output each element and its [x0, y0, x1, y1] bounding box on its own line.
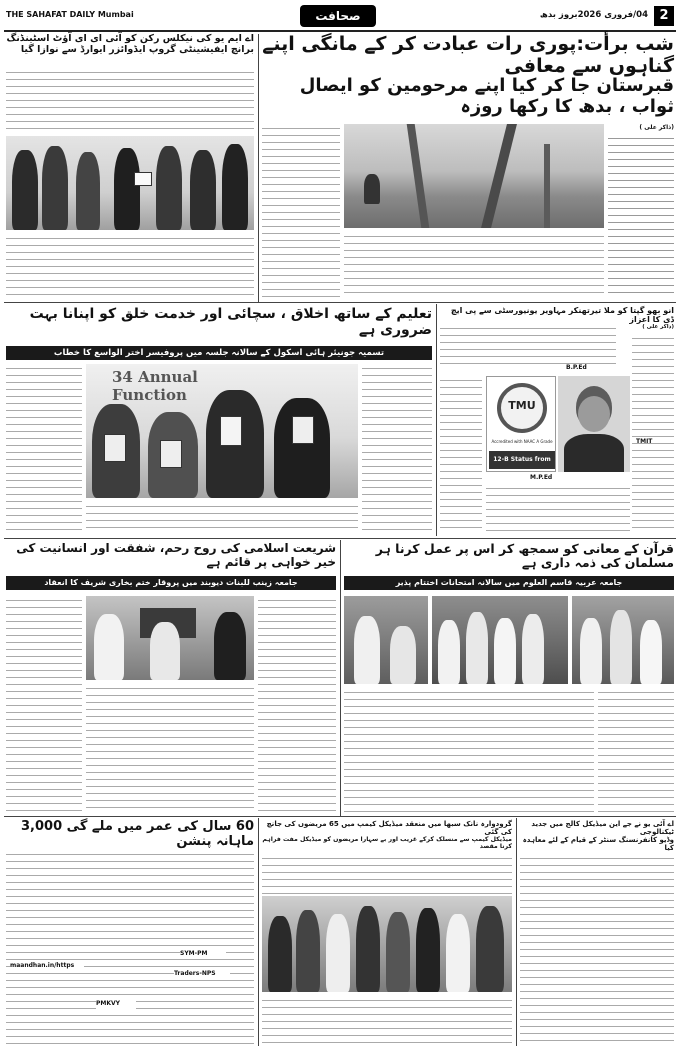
- shab-e-barat-columns-bottom: [344, 232, 604, 298]
- shariat-photo: [86, 596, 254, 680]
- medical-camp-text-top: [262, 854, 512, 894]
- technology-text: [520, 854, 674, 1044]
- tmu-dateline: (ذاکر علی ): [642, 324, 674, 330]
- pension-text: [6, 850, 254, 1044]
- column-divider-bottom-right: [516, 818, 517, 1046]
- amu-award-headline: اے ایم یو کی نیکلس رکن کو آئی ای ای آؤٹ اسٹینڈنگ برانچ ایفیشینٹی گروپ ایڈوائزر ایوارڈ سے نوازا گیا: [6, 33, 254, 55]
- pension-scheme-traders-nps: Traders-NPS: [174, 970, 230, 979]
- quran-banner: جامعہ عربیہ قاسم العلوم میں سالانہ امتحانات اختتام پذیر: [344, 576, 674, 590]
- section-logo: صحافت: [300, 5, 376, 27]
- quran-photo-1: [344, 596, 428, 684]
- technology-headline-2: وڈیو کانفرنسنگ سنٹر کے قیام کے لئے معاہدہ کیا: [522, 836, 674, 853]
- tmu-caption-tmit: TMIT: [636, 438, 653, 445]
- pension-scheme-pmkvy: PMKVY: [96, 1000, 136, 1009]
- shariat-text-right: [258, 596, 336, 812]
- tmu-caption-degree: M.P.Ed: [530, 474, 553, 481]
- tmu-portrait: [558, 376, 630, 472]
- quran-text-right: [598, 688, 674, 812]
- school-function-photo: [86, 364, 358, 498]
- shab-e-barat-column-right: [608, 134, 674, 298]
- shab-e-barat-dateline: (ذاکر علی ): [639, 124, 674, 131]
- column-divider-lower: [340, 540, 341, 816]
- column-divider-middle: [436, 304, 437, 536]
- tmu-naac-line: Accredited with NAAC A Grade: [491, 439, 553, 444]
- medical-camp-headline-1: گرودوارہ نانک سبھا میں منعقد میڈیکل کیمپ میں 65 مریضوں کی جانچ کی گئی: [266, 820, 512, 837]
- column-divider-bottom-left: [258, 818, 259, 1046]
- school-function-text-bottom: [86, 502, 358, 534]
- shab-e-barat-columns-left: [262, 124, 340, 298]
- masthead: [0, 0, 680, 30]
- shab-e-barat-photo: [344, 124, 604, 228]
- medical-camp-headline-2: میڈیکل کیمپ سے منسلک کرکے غریب اور بے سہارا مریضوں کو میڈیکل مفت فراہم کرنا مقصد: [262, 836, 512, 851]
- section-rule-2: [4, 538, 676, 539]
- column-divider-top: [258, 34, 259, 302]
- school-function-headline: تعلیم کے ساتھ اخلاق ، سچائی اور خدمت خلق کو اپنانا بہت ضروری ہے: [29, 306, 432, 339]
- tmu-emblem: [497, 383, 547, 433]
- shab-e-barat-headline-1: شب برأت:پوری رات عبادت کر کے مانگی اپنے گناہوں سے معافی: [262, 33, 674, 77]
- section-rule-1: [4, 302, 676, 303]
- amu-award-text-top: [6, 68, 254, 132]
- school-function-text-right: [362, 364, 432, 534]
- stage-banner-text: 34 Annual Function: [112, 368, 198, 404]
- issue-date: 04/فروری 2026بروز بدھ: [539, 10, 648, 20]
- medical-camp-text-bottom: [262, 996, 512, 1044]
- tmu-headline: انو بھو گپتا کو ملا تیرتھنکر مہاویر یونیورسٹی سے پی ایچ ڈی کا اعزاز: [450, 306, 674, 325]
- amu-award-photo: [6, 136, 254, 230]
- tmu-logo-text: TMU: [508, 399, 536, 412]
- tmu-ugc-line: 12-B Status from UGC: [489, 451, 555, 469]
- shariat-text-left: [6, 596, 82, 812]
- school-function-banner: تسمیہ جونیئر ہائی اسکول کے سالانہ جلسہ میں پروفیسر اختر الواسع کا خطاب: [6, 346, 432, 360]
- medical-camp-photo: [262, 896, 512, 992]
- shariat-headline: شریعت اسلامی کی روح رحم، شفقت اور انسانیت کی خیر خواہی پر قائم ہے: [16, 541, 336, 569]
- masthead-rule: [4, 30, 676, 32]
- shab-e-barat-headline-2: قبرستان جا کر کیا اپنے مرحومین کو ایصال ثواب ، بدھ کا رکھا روزہ: [299, 75, 674, 117]
- page-number: 2: [654, 6, 674, 26]
- paper-name: THE SAHAFAT DAILY Mumbai: [6, 10, 134, 19]
- technology-headline-1: اے آئی یو نے جے این میڈیکل کالج میں جدید ٹیکنالوجی: [531, 820, 674, 837]
- shariat-banner: جامعہ زینب للبنات دیوبند میں پروقار ختم بخاری شریف کا انعقاد: [6, 576, 336, 590]
- pension-scheme-sym-pm: SYM-PM: [180, 950, 226, 959]
- tmu-text-bottom: [486, 484, 630, 534]
- pension-website: maandhan.in/https: [10, 962, 84, 971]
- quran-text-bottom: [344, 688, 594, 812]
- tmu-caption-bped: B.P.Ed: [566, 364, 587, 371]
- pension-headline: 60 سال کی عمر میں ملے گی 3,000 ماہانہ پنشن: [21, 819, 254, 849]
- quran-photo-3: [572, 596, 674, 684]
- quran-photo-2: [432, 596, 568, 684]
- quran-headline: قرآن کے معانی کو سمجھ کر اس پر عمل کرنا ہر مسلمان کی ذمہ داری ہے: [375, 541, 674, 571]
- tmu-text-right: [632, 334, 674, 534]
- section-rule-3: [4, 816, 676, 817]
- shariat-text-middle: [86, 684, 254, 812]
- tmu-text-left: [440, 376, 482, 534]
- school-function-text-left: [6, 364, 82, 534]
- amu-award-text-bottom: [6, 234, 254, 298]
